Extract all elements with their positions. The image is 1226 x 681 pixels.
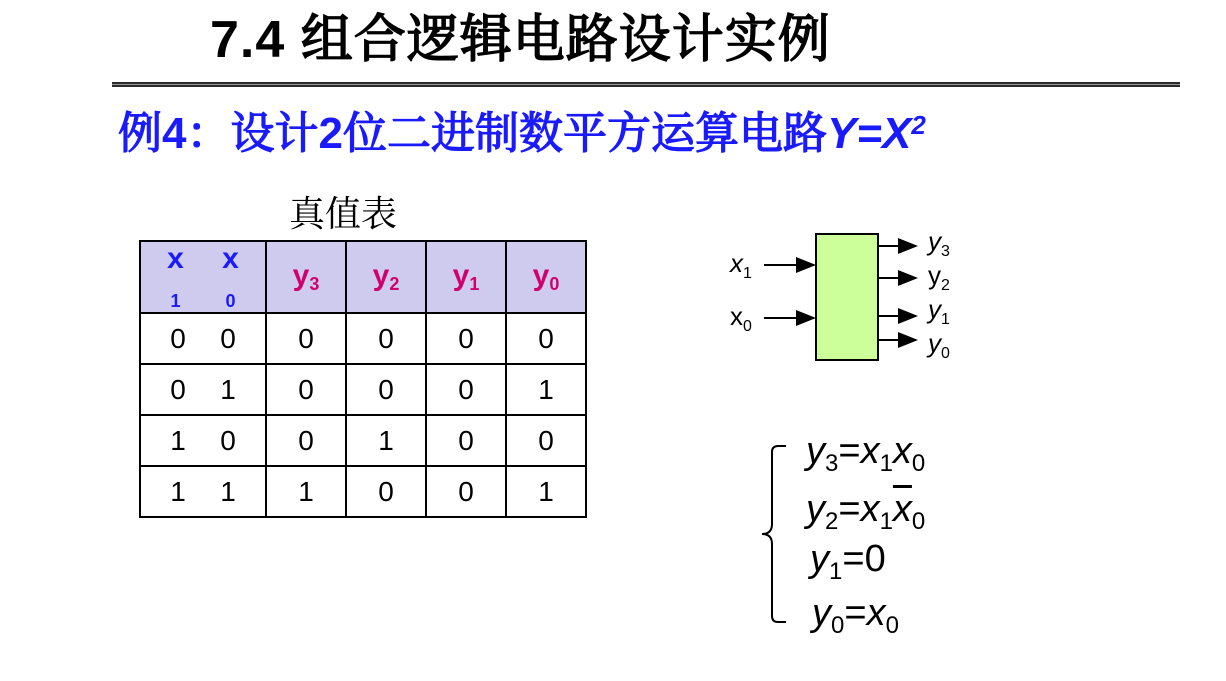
equation-y: Y: [826, 109, 857, 158]
equation-y1: $y_1=0$: [810, 538, 886, 585]
cell-y3: 0: [266, 313, 346, 364]
equation-exponent: 2: [911, 110, 926, 140]
example-heading: [118, 109, 926, 158]
title-divider: [112, 80, 1180, 90]
header-y3: $y_3$: [266, 241, 346, 313]
output-equations: [760, 430, 980, 640]
cell-y1: 0: [426, 466, 506, 517]
cell-y1: 0: [426, 313, 506, 364]
output-label-y2: $y_2$: [928, 260, 950, 294]
cell-y1: 0: [426, 364, 506, 415]
header-x0: $x_0$: [222, 242, 239, 311]
cell-inputs: 0 0: [140, 313, 266, 364]
header-x1: $x_1$: [167, 242, 184, 311]
equation-x: X: [882, 109, 912, 158]
cell-inputs: 0 1: [140, 364, 266, 415]
left-brace: [760, 444, 790, 624]
cell-y0: 1: [506, 364, 586, 415]
output-label-y1: $y_1$: [928, 294, 950, 328]
equation-y2: $y_2=x_1\overline{x}_0$: [806, 488, 926, 535]
cell-y2: 0: [346, 466, 426, 517]
cell-inputs: 1 0: [140, 415, 266, 466]
cell-inputs: 1 1: [140, 466, 266, 517]
block-diagram: [720, 222, 980, 372]
truth-table-header-row: [140, 241, 586, 313]
header-inputs: [140, 241, 266, 313]
input-label-x1: $x_1$: [730, 248, 752, 282]
logic-block: [816, 234, 878, 360]
header-y0: $y_0$: [506, 241, 586, 313]
equation-y3: $y_3=x_1x_0$: [806, 430, 926, 477]
truth-table-caption: 真值表: [289, 194, 398, 235]
cell-y2: 0: [346, 313, 426, 364]
table-row: [140, 313, 586, 364]
cell-y0: 0: [506, 313, 586, 364]
equation-y0: $y_0=x_0$: [812, 592, 899, 639]
output-label-y0: $y_0$: [928, 328, 950, 362]
equation-sign: =: [856, 109, 883, 158]
header-y1: $y_1$: [426, 241, 506, 313]
cell-y2: 1: [346, 415, 426, 466]
header-y2: $y_2$: [346, 241, 426, 313]
x0-complement: $\overline{x}$: [892, 488, 912, 530]
cell-y0: 1: [506, 466, 586, 517]
input-label-x0: $x_0$: [730, 301, 752, 335]
slide-title: 7.4 组合逻辑电路设计实例: [210, 11, 831, 69]
cell-y3: 0: [266, 364, 346, 415]
cell-y3: 0: [266, 415, 346, 466]
truth-table: [139, 240, 587, 518]
cell-y3: 1: [266, 466, 346, 517]
cell-y0: 0: [506, 415, 586, 466]
table-row: [140, 415, 586, 466]
output-label-y3: $y_3$: [928, 226, 950, 260]
example-equation: [827, 109, 926, 158]
cell-y1: 0: [426, 415, 506, 466]
cell-y2: 0: [346, 364, 426, 415]
example-heading-text: 例4：设计2位二进制数平方运算电路: [118, 109, 827, 158]
table-row: [140, 466, 586, 517]
table-row: [140, 364, 586, 415]
